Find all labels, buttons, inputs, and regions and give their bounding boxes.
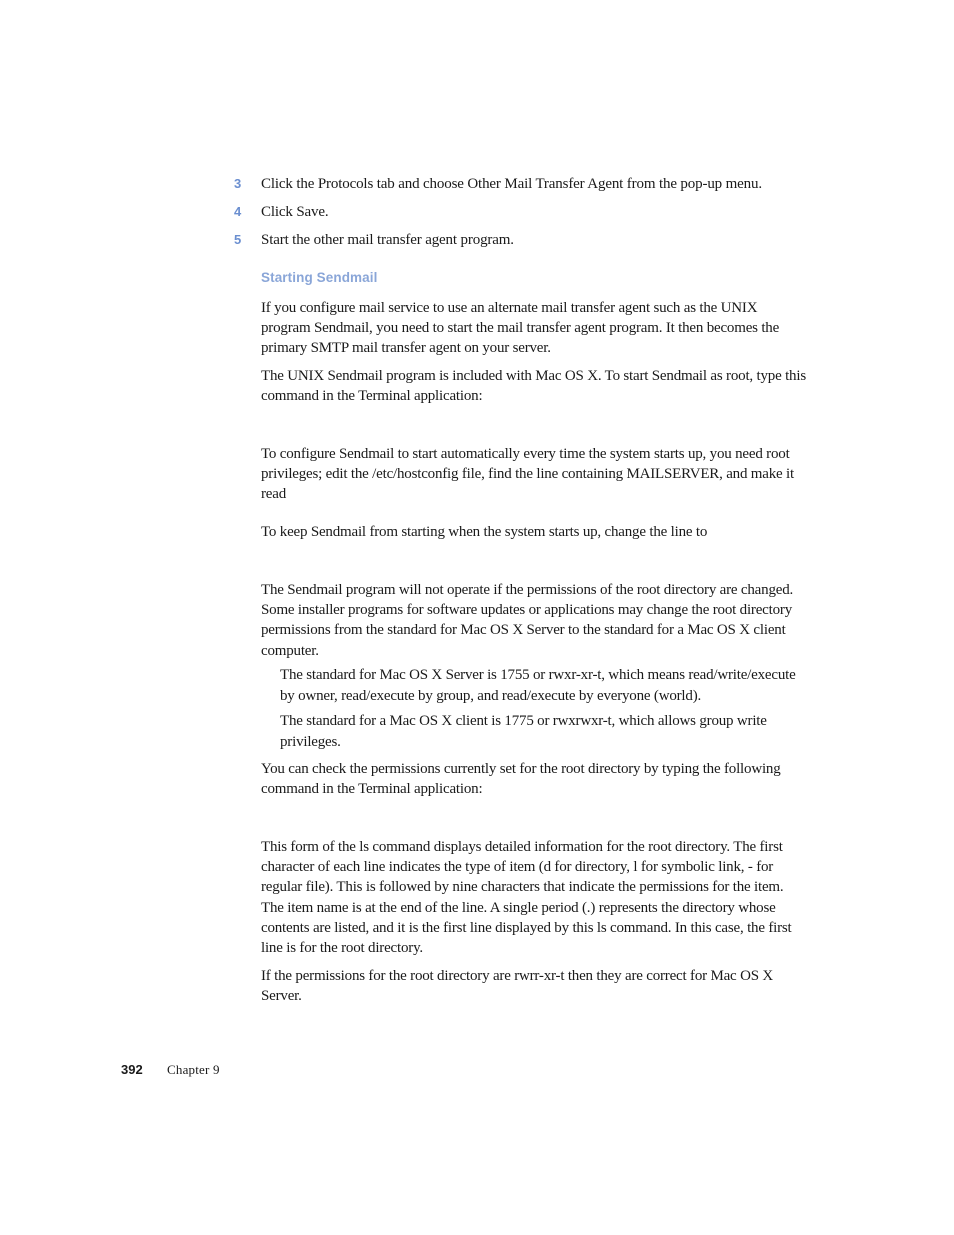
- step-number: 3: [234, 176, 242, 191]
- paragraph-alternate-mta: If you configure mail service to use an alternate mail transfer agent such as the UNIX program Sendmail, you need to start the mail transfer agent program. It then becomes the primary SMTP mail transfer agent on your server.: [261, 300, 780, 357]
- paragraph-correct-permissions: If the permissions for the root directory are rwrr-xr-t then they are correct for Mac OS X Server.: [261, 968, 774, 1005]
- step-number: 4: [234, 204, 242, 219]
- paragraph-ls-command: This form of the ls command displays detailed information for the root directory. The first character of each line indicates the type of item (d for directory, l for symbolic link, - for regular file). This is followed by nine characters that indicate the permissions for the item. The item name is at the end of the line. A single period (.) represents the directory whose contents are listed, and it is the first line displayed by this ls command. In this case, the first line is for the root directory.: [261, 839, 792, 957]
- paragraph-start-automatically: To configure Sendmail to start automatically every time the system starts up, you need root privileges; edit the /etc/hostconfig file, find the line containing MAILSERVER, and make it read: [261, 446, 794, 503]
- paragraph-check-permissions: You can check the permissions currently set for the root directory by typing the following command in the Terminal application:: [261, 761, 781, 798]
- step-text: Start the other mail transfer agent program.: [261, 232, 514, 248]
- step-number: 5: [234, 232, 242, 247]
- step-text: Click Save.: [261, 204, 329, 220]
- section-heading: Starting Sendmail: [261, 270, 378, 285]
- paragraph-keep-from-starting: To keep Sendmail from starting when the system starts up, change the line to: [261, 524, 708, 540]
- bullet-client-standard: The standard for a Mac OS X client is 1775 or rwxrwxr-t, which allows group write privileges.: [280, 713, 767, 750]
- step-text: Click the Protocols tab and choose Other Mail Transfer Agent from the pop-up menu.: [261, 176, 762, 192]
- paragraph-sendmail-included: The UNIX Sendmail program is included with Mac OS X. To start Sendmail as root, type this command in the Terminal application:: [261, 368, 806, 405]
- page-number: 392: [121, 1062, 143, 1077]
- bullet-server-standard: The standard for Mac OS X Server is 1755 or rwxr-xr-t, which means read/write/execute by owner, read/execute by group, and read/execute by everyone (world).: [280, 667, 796, 704]
- paragraph-permissions-warning: The Sendmail program will not operate if the permissions of the root directory are changed. Some installer programs for software updates or applications may change the root directory permissions from the standard for Mac OS X Server to the standard for a Mac OS X client computer.: [261, 582, 794, 659]
- chapter-label: Chapter 9: [167, 1062, 220, 1077]
